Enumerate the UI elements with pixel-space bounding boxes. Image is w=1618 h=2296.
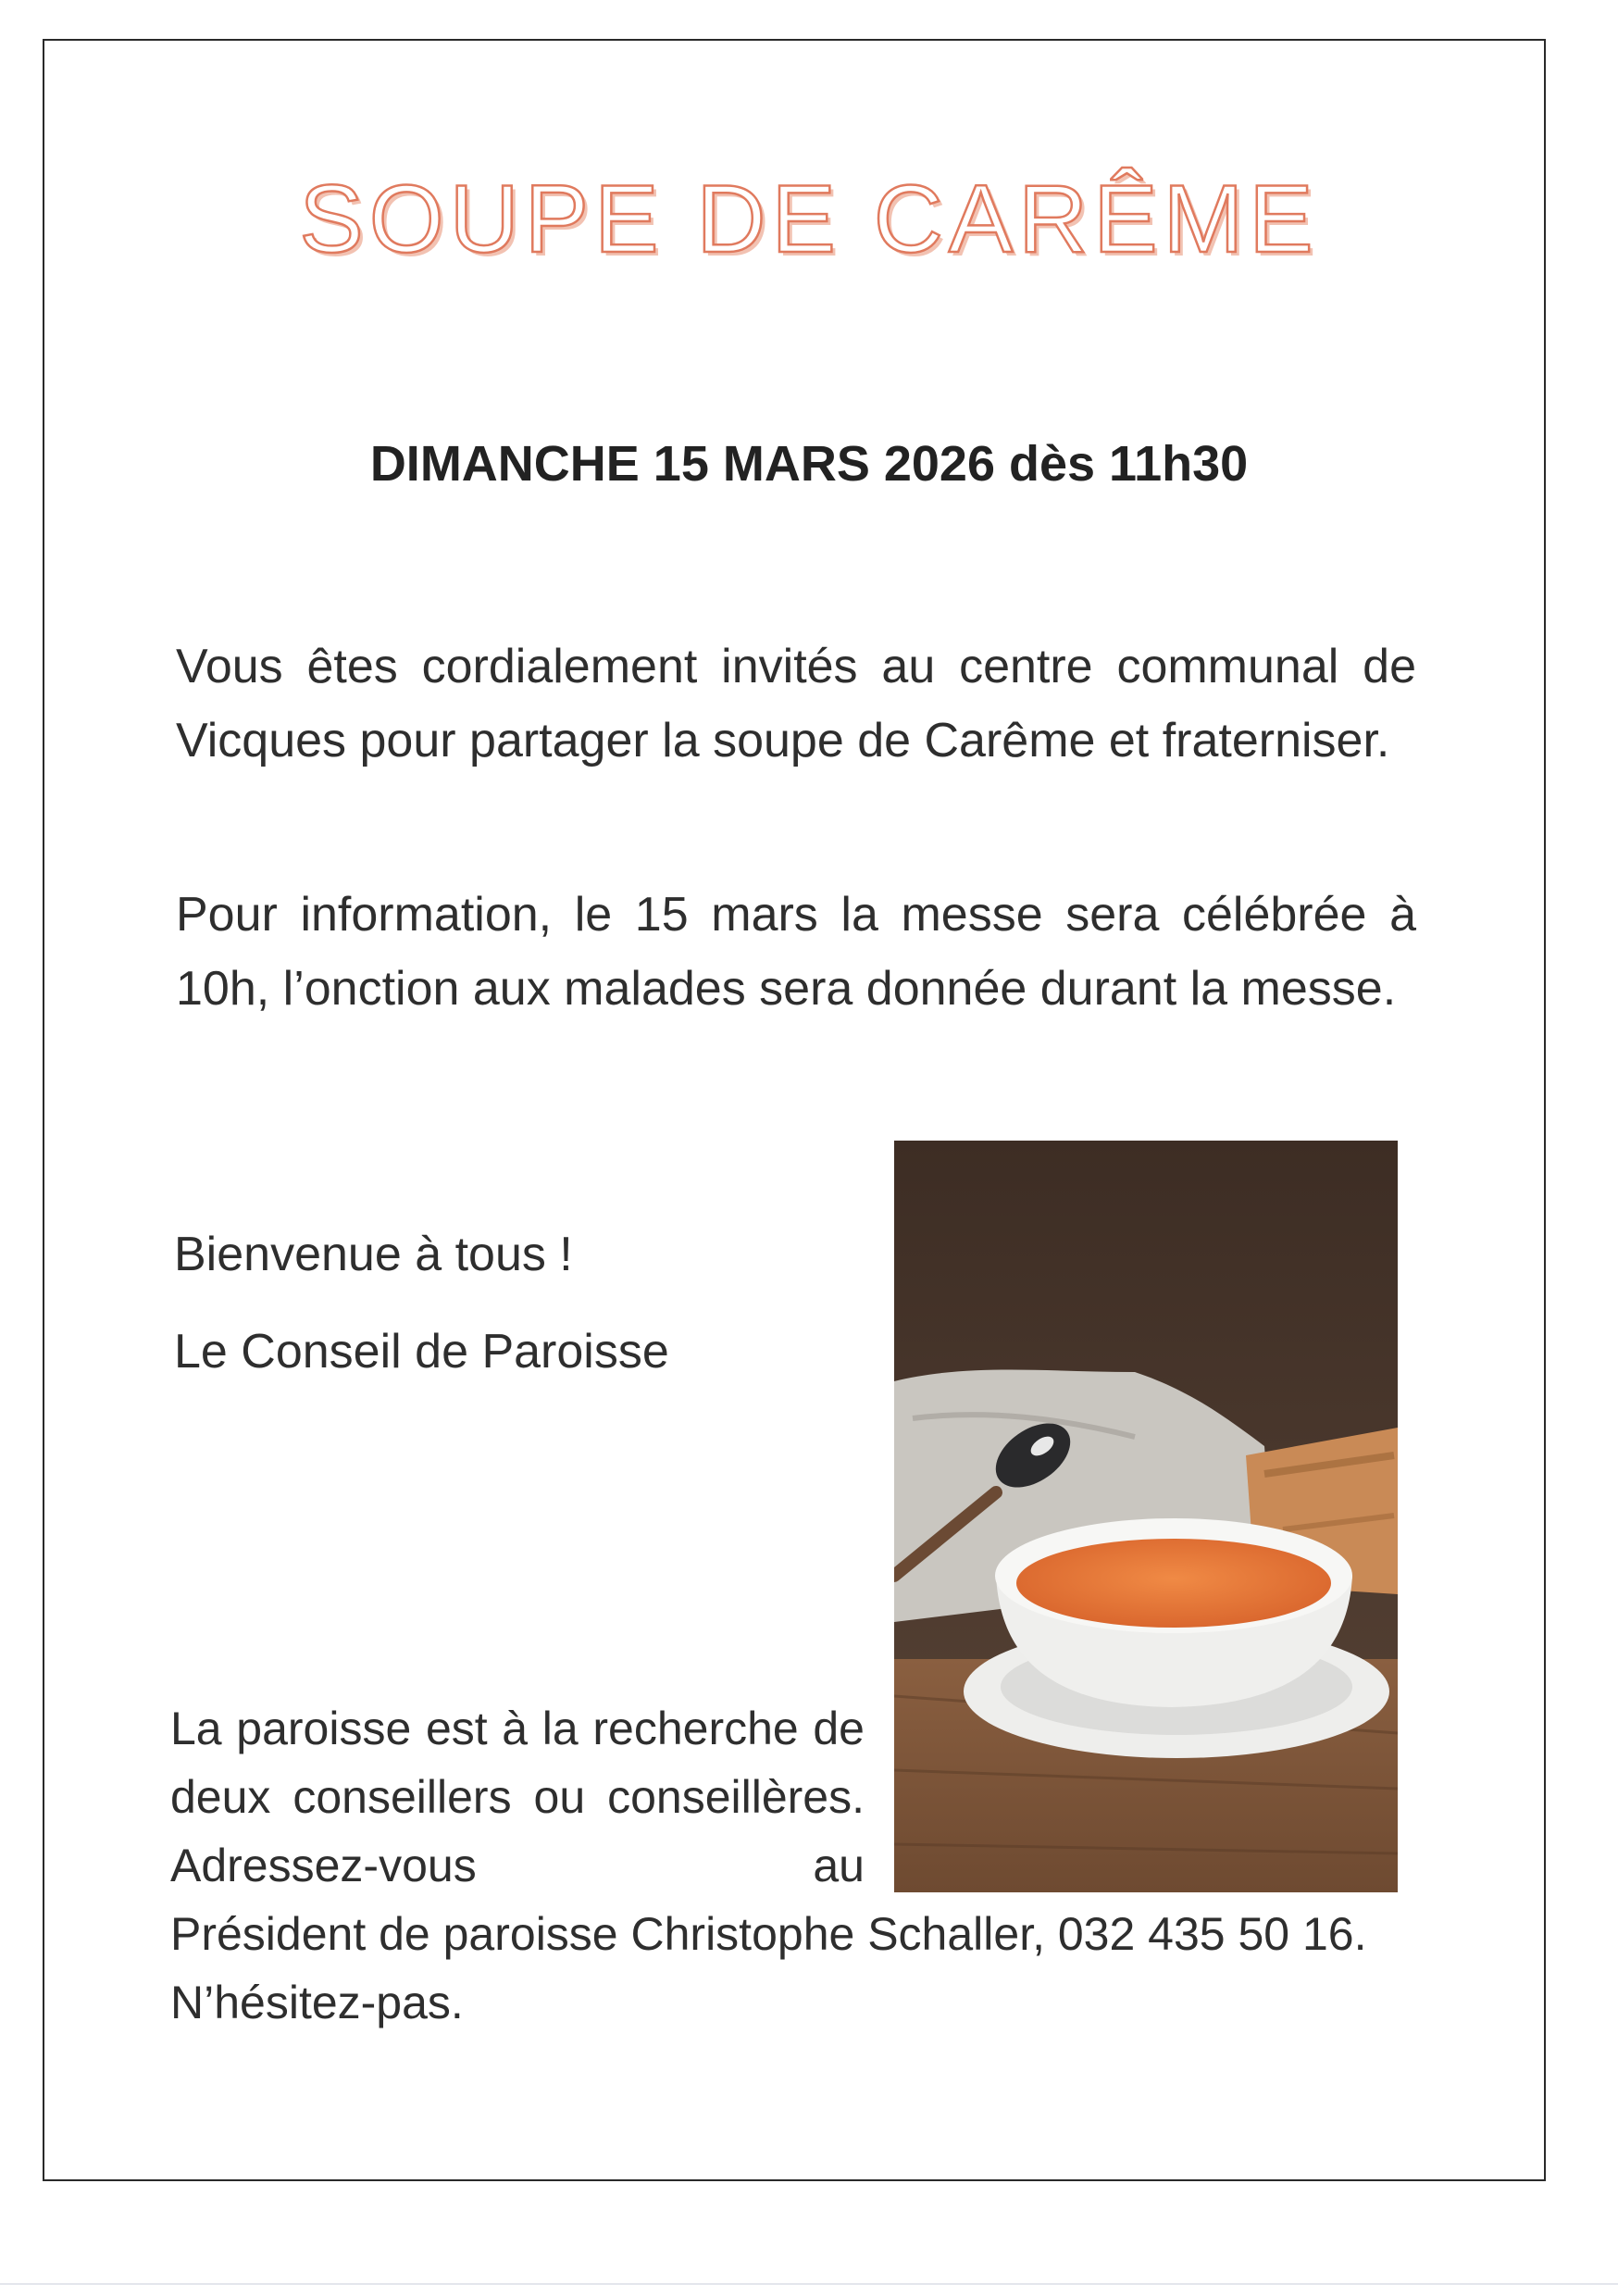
recruitment-contact [170, 1900, 1429, 2037]
scan-edge-line [0, 2283, 1618, 2285]
welcome-text: Bienvenue à tous ! [174, 1228, 573, 1281]
information-paragraph: Pour information, le 15 mars la messe sera célébrée à 10h, l’onction aux malades sera donnée durant la messe. [176, 888, 1416, 1016]
event-date: DIMANCHE 15 MARS 2026 dès 11h30 [369, 436, 1249, 492]
recruitment-text: La paroisse est à la recherche de deux conseillers ou conseillères. Adressez-vous au [170, 1703, 865, 1891]
flyer-title: SOUPE DE CARÊME [299, 166, 1319, 273]
soup-bowl-photo [894, 1141, 1398, 1892]
recruitment-president-line: Président de paroisse Christophe Schaller, 032 435 50 16. [170, 1908, 1367, 1960]
invitation-paragraph: Vous êtes cordialement invités au centre communal de Vicques pour partager la soupe de Carême et fraterniser. [176, 640, 1416, 767]
signature-text: Le Conseil de Paroisse [174, 1325, 669, 1379]
recruitment-closing-line: N’hésitez-pas. [170, 1977, 464, 2028]
